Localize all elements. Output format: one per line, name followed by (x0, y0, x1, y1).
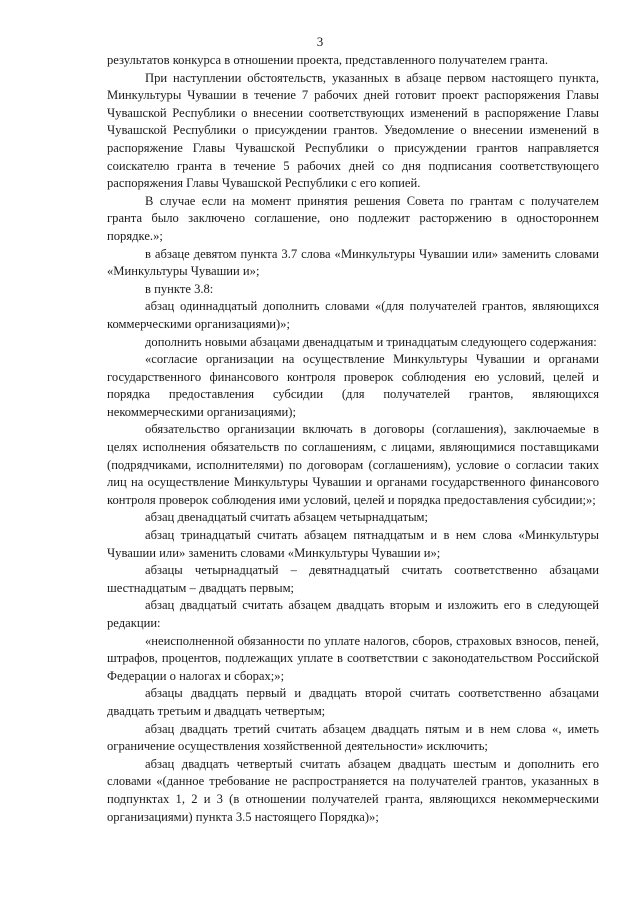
paragraph-10: абзац двенадцатый считать абзацем четырнадцатым; (145, 510, 429, 525)
paragraph-1: результатов конкурса в отношении проекта, представленного получателем гранта. (107, 53, 548, 67)
paragraph-16: абзац двадцать третий считать абзацем двадцать пятым и в нем слова «, иметь ограничение осуществления хозяйственной деятельности» исключить; (107, 721, 599, 754)
paragraph-9: обязательство организации включать в договоры (соглашения), заключаемые в целях исполнения обязательств по соглашениям, с лицами, являющимися поставщиками (подрядчиками, исполнителями) по договорам (соглашениям), условие о согласии таких лиц на осуществление Минкультуры Чувашии и органами государственного финансового контроля проверок соблюдения ими условий, целей и порядка предоставления субсидии;»; (107, 422, 599, 507)
paragraph-15: абзацы двадцать первый и двадцать второй считать соответственно абзацами двадцать третьим и двадцать четвертым; (107, 686, 599, 718)
paragraph-7: дополнить новыми абзацами двенадцатым и тринадцатым следующего содержания: (145, 334, 597, 349)
paragraph-11: абзац тринадцатый считать абзацем пятнадцатым и в нем слова «Минкультуры Чувашии или» заменить словами «Минкультуры Чувашии и»; (107, 528, 599, 560)
paragraph-17: абзац двадцать четвертый считать абзацем двадцать шестым и дополнить его словами «(данное требование не распространяется на получателей грантов, указанных в подпунктах 1, 2 и 3 (в отношении получателей гранта, являющихся некоммерческими организациями) пункта 3.5 настоящего Порядка)»; (107, 756, 599, 824)
paragraph-8: «согласие организации на осуществление Минкультуры Чувашии и органами государственного финансового контроля проверок соблюдения ею условий, целей и порядка предоставления субсидии (для получателей грантов, являющихся некоммерческими организациями); (107, 352, 599, 419)
paragraph-3: В случае если на момент принятия решения Совета по грантам с получателем гранта было заключено соглашение, оно подлежит расторжению в одностороннем порядке.»; (107, 193, 599, 243)
paragraph-6: абзац одиннадцатый дополнить словами «(для получателей грантов, являющихся коммерческими организациями)»; (107, 299, 599, 331)
page-number: 3 (316, 34, 324, 49)
paragraph-2: При наступлении обстоятельств, указанных в абзаце первом настоящего пункта, Минкультуры Чувашии в течение 7 рабочих дней готовит проект распоряжения Главы Чувашской Республики о внесении соответствующих изменений в распоряжение Главы Чувашской Республики о присуждении грантов. Уведомление о внесении изменений в распоряжение Главы Чувашской Республики о присуждении грантов направляется соискателю гранта в течение 5 рабочих дней со дня подписания соответствующего распоряжения Главы Чувашской Республики с его копией. (107, 70, 599, 191)
document-body (107, 52, 599, 826)
paragraph-14: «неисполненной обязанности по уплате налогов, сборов, страховых взносов, пеней, штрафов, процентов, подлежащих уплате в соответствии с законодательством Российской Федерации о налогах и сборах;»; (107, 633, 599, 683)
paragraph-5: в пункте 3.8: (145, 281, 214, 296)
paragraph-13: абзац двадцатый считать абзацем двадцать вторым и изложить его в следующей редакции: (107, 598, 599, 630)
paragraph-4: в абзаце девятом пункта 3.7 слова «Минкультуры Чувашии или» заменить словами «Минкультуры Чувашии и»; (107, 246, 599, 279)
paragraph-12: абзацы четырнадцатый – девятнадцатый считать соответственно абзацами шестнадцатым – двадцать первым; (107, 563, 599, 595)
